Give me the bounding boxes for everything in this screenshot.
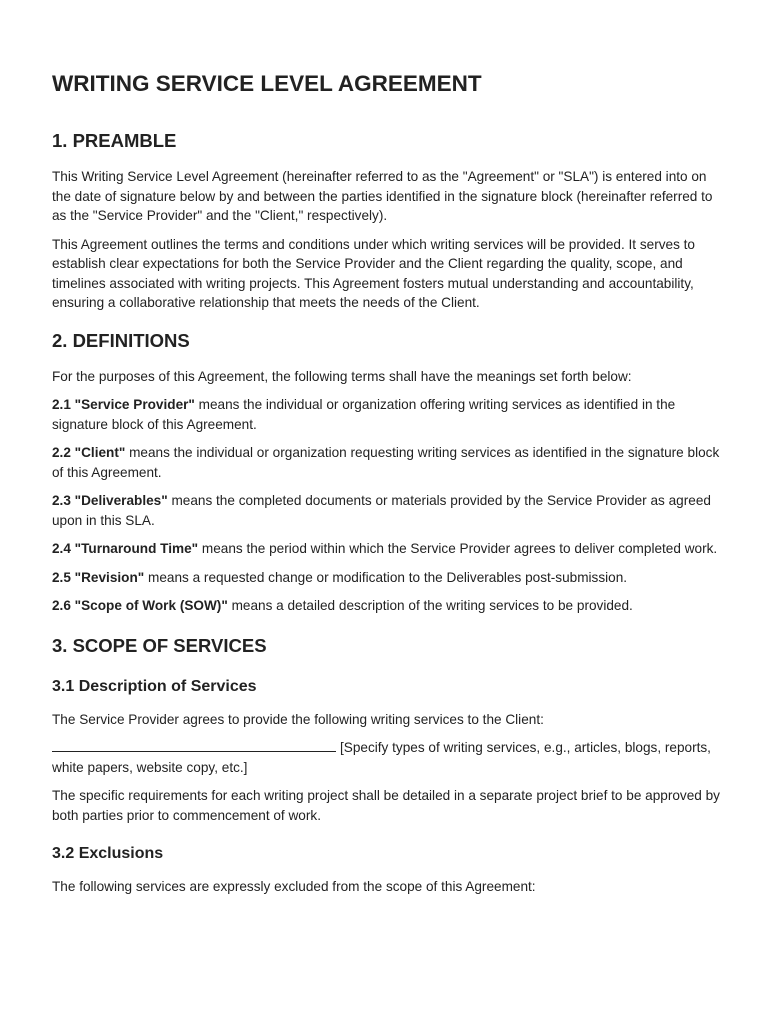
definition-term: 2.5 "Revision" [52,569,145,585]
description-paragraph-3: The specific requirements for each writing project shall be detailed in a separate project brief to be approved by both parties prior to commencement of work. [52,788,720,823]
definition-text: means the individual or organization offering writing services as identified in the signature block of this Agreement. [52,397,676,432]
definition-term: 2.6 "Scope of Work (SOW)" [52,598,228,613]
definition-text: means a requested change or modification to the Deliverables post-submission. [144,569,628,585]
preamble-heading: 1. PREAMBLE [52,130,177,151]
preamble-paragraph-2: This Agreement outlines the terms and conditions under which writing services will be provided. It serves to establish clear expectations for both the Service Provider and the Client regarding the quality, scope, and timelines associated with writing projects. This Agreement fosters mutual understanding and accountability, ensuring a collaborative relationship that meets the needs of the Client. [52,236,695,310]
exclusions-paragraph-1: The following services are expressly excluded from the scope of this Agreement: [52,879,536,894]
scope-heading: 3. SCOPE OF SERVICES [52,634,267,656]
section-preamble [52,129,720,313]
definition-text: means the period within which the Service Provider agrees to deliver completed work. [198,541,718,556]
definitions-intro: For the purposes of this Agreement, the following terms shall have the meanings set forth below: [52,368,632,384]
definition-text: means the completed documents or materials provided by the Service Provider as agreed upon in this SLA. [52,493,711,528]
section-definitions [52,329,720,616]
document-title: WRITING SERVICE LEVEL AGREEMENT [52,71,482,96]
description-paragraph-1: The Service Provider agrees to provide the following writing services to the Client: [52,711,544,727]
definition-item [52,539,720,559]
definition-item [52,596,720,616]
fill-in-blank-line[interactable] [52,738,336,752]
description-paragraph-2 [52,738,720,777]
definitions-heading: 2. DEFINITIONS [52,329,190,351]
definition-item [52,443,720,482]
section-scope-of-services [52,634,720,897]
definition-text: means a detailed description of the writing services to be provided. [227,598,633,613]
exclusions-heading: 3.2 Exclusions [52,845,164,862]
definition-item [52,568,720,588]
definition-term: 2.3 "Deliverables" [52,493,168,508]
definition-text: means the individual or organization requesting writing services as identified in the signature block of this Agreement. [52,445,720,480]
definition-item [52,395,720,434]
fill-in-hint: [Specify types of writing services, e.g., articles, blogs, reports, white papers, website copy, etc.] [52,740,711,775]
definition-term: 2.2 "Client" [52,445,126,460]
definition-item [52,491,720,530]
preamble-paragraph-1: This Writing Service Level Agreement (hereinafter referred to as the "Agreement" or "SLA") is entered into on the date of signature below by and between the parties identified in the signature block (hereinafter referred to as the "Service Provider" and the "Client," respectively). [52,169,713,223]
description-heading: 3.1 Description of Services [52,677,257,695]
definition-term: 2.4 "Turnaround Time" [52,541,199,556]
definition-term: 2.1 "Service Provider" [52,397,195,412]
